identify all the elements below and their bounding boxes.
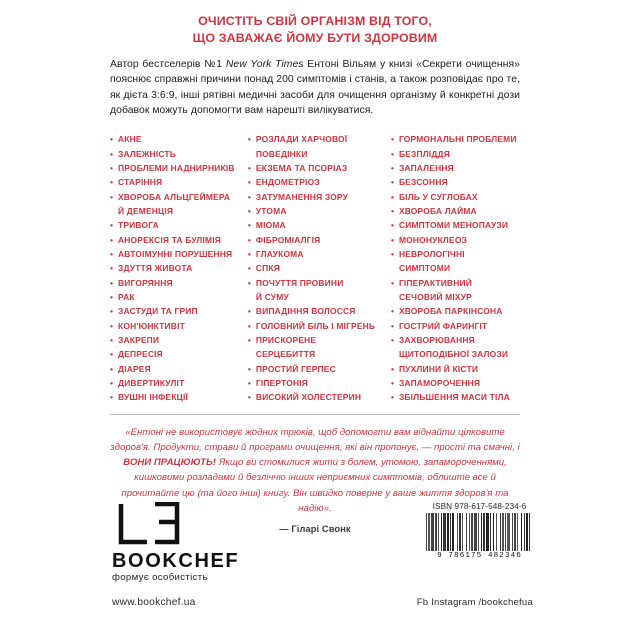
symptom-item — [391, 190, 526, 204]
symptom-item — [110, 290, 240, 304]
symptom-label: АНОРЕКСІЯ ТА БУЛІМІЯ — [118, 234, 222, 245]
symptom-label-continued: Й СУМУ — [255, 291, 289, 302]
symptom-label-continued: ПОВЕДІНКИ — [255, 148, 308, 159]
symptom-item — [110, 218, 240, 232]
symptom-item — [110, 390, 240, 404]
symptom-item — [391, 362, 526, 376]
intro-part-2: Ентоні Вільям у книзі «Секрети очищення» пояснює справжні причини понад 200 симптомів і станів, а також розповідає про те, як дієта 3:6:9, інші рятівні медичні засоби для очищення організму й конкретні дози добавок можуть допомогти вам нарешті вилікуватися. — [110, 59, 520, 116]
symptom-item — [110, 347, 240, 361]
intro-part-1: Автор бестселерів №1 — [110, 59, 226, 70]
footer — [0, 502, 630, 630]
symptom-label: ЗАХВОРЮВАННЯ — [398, 335, 475, 345]
symptom-item — [248, 175, 383, 189]
symptom-item — [248, 247, 383, 261]
symptom-item — [248, 390, 383, 404]
symptom-label: ЗАСТУДИ ТА ГРИП — [118, 306, 198, 317]
symptom-item — [110, 175, 240, 189]
intro-italic-publication: New York Times — [225, 59, 304, 70]
symptom-label: РОЗЛАДИ ХАРЧОВОЇ — [255, 134, 348, 145]
symptom-label: СИМПТОМИ МЕНОПАУЗИ — [398, 220, 509, 231]
symptom-label: ГІПЕРТОНІЯ — [255, 378, 309, 389]
symptom-label: ЕКЗЕМА ТА ПСОРІАЗ — [255, 162, 348, 173]
website-link[interactable]: www.bookchef.ua — [112, 597, 196, 608]
symptom-item — [248, 204, 383, 218]
symptom-label: ТРИВОГА — [118, 220, 159, 231]
symptom-item — [391, 376, 526, 390]
symptom-label: ДІАРЕЯ — [118, 363, 151, 374]
page-title — [0, 0, 630, 47]
symptom-item — [391, 204, 526, 218]
isbn-text: ISBN 978-617-548-234-6 — [432, 502, 527, 511]
symptom-label: БЕЗПЛІДДЯ — [398, 148, 450, 159]
headline-line-2: ЩО ЗАВАЖАЄ ЙОМУ БУТИ ЗДОРОВИМ — [192, 31, 438, 45]
symptom-item — [110, 333, 240, 347]
symptom-label: ЗАКРЕПИ — [118, 335, 160, 345]
symptom-label: ПУХЛИНИ Й КІСТИ — [398, 363, 479, 374]
symptom-label: ЗБІЛЬШЕННЯ МАСИ ТІЛА — [398, 392, 510, 403]
symptom-item — [110, 190, 240, 219]
symptom-label: ДИВЕРТИКУЛІТ — [118, 378, 185, 389]
symptom-label: СТАРІННЯ — [118, 177, 163, 188]
symptom-item — [248, 362, 383, 376]
endorsement-quote — [0, 415, 630, 516]
symptom-label: ХВОРОБА ПАРКІНСОНА — [398, 306, 503, 317]
symptom-label: ЗАПАЛЕННЯ — [398, 162, 454, 173]
headline-line-1: ОЧИСТІТЬ СВІЙ ОРГАНІЗМ ВІД ТОГО, — [198, 14, 432, 28]
symptom-label: СПКЯ — [255, 263, 280, 274]
symptom-label: ЗАТУМАНЕННЯ ЗОРУ — [255, 191, 349, 202]
symptom-label: ГІПЕРАКТИВНИЙ — [398, 277, 472, 288]
symptom-label: ВИСОКИЙ ХОЛЕСТЕРИН — [255, 392, 362, 403]
symptom-item — [110, 247, 240, 261]
symptom-item — [248, 190, 383, 204]
symptom-column-1 — [110, 132, 248, 405]
symptom-item — [110, 147, 240, 161]
symptom-label: РАК — [118, 291, 135, 302]
symptom-list — [0, 118, 630, 405]
symptom-item — [391, 333, 526, 362]
symptom-label: АКНЕ — [118, 134, 142, 145]
symptom-label: ЗАПАМОРОЧЕННЯ — [398, 378, 481, 389]
social-handles[interactable]: Fb Instagram /bookchefua — [416, 597, 533, 608]
symptom-item — [391, 161, 526, 175]
symptom-item — [110, 376, 240, 390]
symptom-label: ЕНДОМЕТРІОЗ — [255, 177, 320, 188]
symptom-label: ГОЛОВНИЙ БІЛЬ І МІГРЕНЬ — [255, 320, 376, 331]
symptom-label: АВТОІМУННІ ПОРУШЕННЯ — [118, 248, 233, 259]
symptom-item — [248, 333, 383, 362]
bookchef-logo-icon — [115, 502, 187, 548]
symptom-item — [248, 233, 383, 247]
symptom-item — [248, 376, 383, 390]
symptom-label-continued: ЩИТОПОДІБНОЇ ЗАЛОЗИ — [398, 349, 509, 360]
symptom-item — [110, 161, 240, 175]
symptom-item — [248, 276, 383, 305]
symptom-label-continued: СИМПТОМИ — [398, 263, 451, 274]
symptom-label: УТОМА — [255, 205, 287, 216]
symptom-label-continued: Й ДЕМЕНЦІЯ — [118, 205, 174, 216]
symptom-item — [110, 233, 240, 247]
barcode-digits: 9 786175 482346 — [437, 552, 522, 560]
symptom-item — [248, 161, 383, 175]
symptom-item — [110, 362, 240, 376]
symptom-item — [110, 276, 240, 290]
symptom-item — [391, 319, 526, 333]
quote-part-2: Якщо ви стомилися жити з болем, утомою, запамороченнями, кишковими розладами й безліччю інших неприємних симптомів, облиште все й прочитайте цю (та його інші) книгу. Він швидко поверне у ваше життя здоров'я та надію». — [121, 457, 509, 514]
symptom-column-2 — [248, 132, 391, 405]
symptom-item — [391, 132, 526, 146]
symptom-column-3 — [391, 132, 526, 405]
symptom-label-continued: СЕЧОВИЙ МІХУР — [398, 291, 472, 302]
symptom-label: ВИГОРЯННЯ — [118, 277, 173, 288]
symptom-label: МІОМА — [255, 220, 286, 231]
symptom-item — [110, 319, 240, 333]
symptom-item — [248, 304, 383, 318]
isbn-block — [426, 502, 533, 560]
symptom-item — [391, 175, 526, 189]
symptom-label: ПРИСКОРЕНЕ — [255, 335, 317, 345]
symptom-label-continued: СЕРЦЕБИТТЯ — [255, 349, 316, 360]
symptom-label: ПРОСТИЙ ГЕРПЕС — [255, 363, 336, 374]
symptom-label: БІЛЬ У СУГЛОБАХ — [398, 191, 478, 202]
symptom-label: ФІБРОМІАЛГІЯ — [255, 234, 321, 245]
symptom-item — [391, 233, 526, 247]
symptom-item — [110, 261, 240, 275]
publisher-logo-block — [112, 502, 282, 584]
publisher-name: BOOKCHEF — [112, 550, 240, 572]
quote-emphasis: ВОНИ ПРАЦЮЮТЬ! — [123, 457, 217, 469]
symptom-label: НЕВРОЛОГІЧНІ — [398, 248, 465, 259]
symptom-label: ВУШНІ ІНФЕКЦІЇ — [118, 392, 189, 403]
barcode-icon — [426, 513, 533, 551]
symptom-label: ПРОБЛЕМИ НАДНИРНИКІВ — [118, 162, 235, 173]
symptom-label: ЗАЛЕЖНІСТЬ — [118, 148, 176, 159]
symptom-item — [110, 132, 240, 146]
symptom-label: ДЕПРЕСІЯ — [118, 349, 163, 360]
symptom-label: КОН'ЮНКТИВІТ — [118, 320, 185, 331]
symptom-item — [391, 218, 526, 232]
quote-author: — Гіларі Свонк — [279, 523, 351, 534]
symptom-item — [391, 147, 526, 161]
publisher-tagline: формує особистість — [112, 572, 208, 583]
symptom-label: ВИПАДІННЯ ВОЛОССЯ — [255, 306, 356, 317]
intro-paragraph — [0, 47, 630, 118]
symptom-label: ГОРМОНАЛЬНІ ПРОБЛЕМИ — [398, 134, 517, 145]
symptom-label: ЗДУТТЯ ЖИВОТА — [118, 263, 193, 274]
symptom-label: ХВОРОБА АЛЬЦГЕЙМЕРА — [118, 191, 231, 202]
symptom-item — [391, 304, 526, 318]
symptom-label: ХВОРОБА ЛАЙМА — [398, 205, 477, 216]
symptom-item — [110, 304, 240, 318]
symptom-item — [391, 247, 526, 276]
symptom-item — [391, 276, 526, 305]
symptom-item — [248, 218, 383, 232]
symptom-label: ГОСТРИЙ ФАРИНГІТ — [398, 320, 488, 331]
symptom-item — [391, 390, 526, 404]
symptom-label: ГЛАУКОМА — [255, 248, 304, 259]
symptom-item — [248, 319, 383, 333]
quote-part-1: «Ентоні не використовує жодних трюків, щоб допомогти вам віднайти цілковите здоров'я. Продукти, страви й програми очищення, які він пропонує, — прості та смачні, і — [110, 426, 520, 453]
symptom-item — [248, 261, 383, 275]
symptom-label: БЕЗСОННЯ — [398, 177, 448, 188]
symptom-label: ПОЧУТТЯ ПРОВИНИ — [255, 277, 344, 288]
symptom-label: МОНОНУКЛЕОЗ — [398, 234, 468, 245]
symptom-item — [248, 132, 383, 161]
